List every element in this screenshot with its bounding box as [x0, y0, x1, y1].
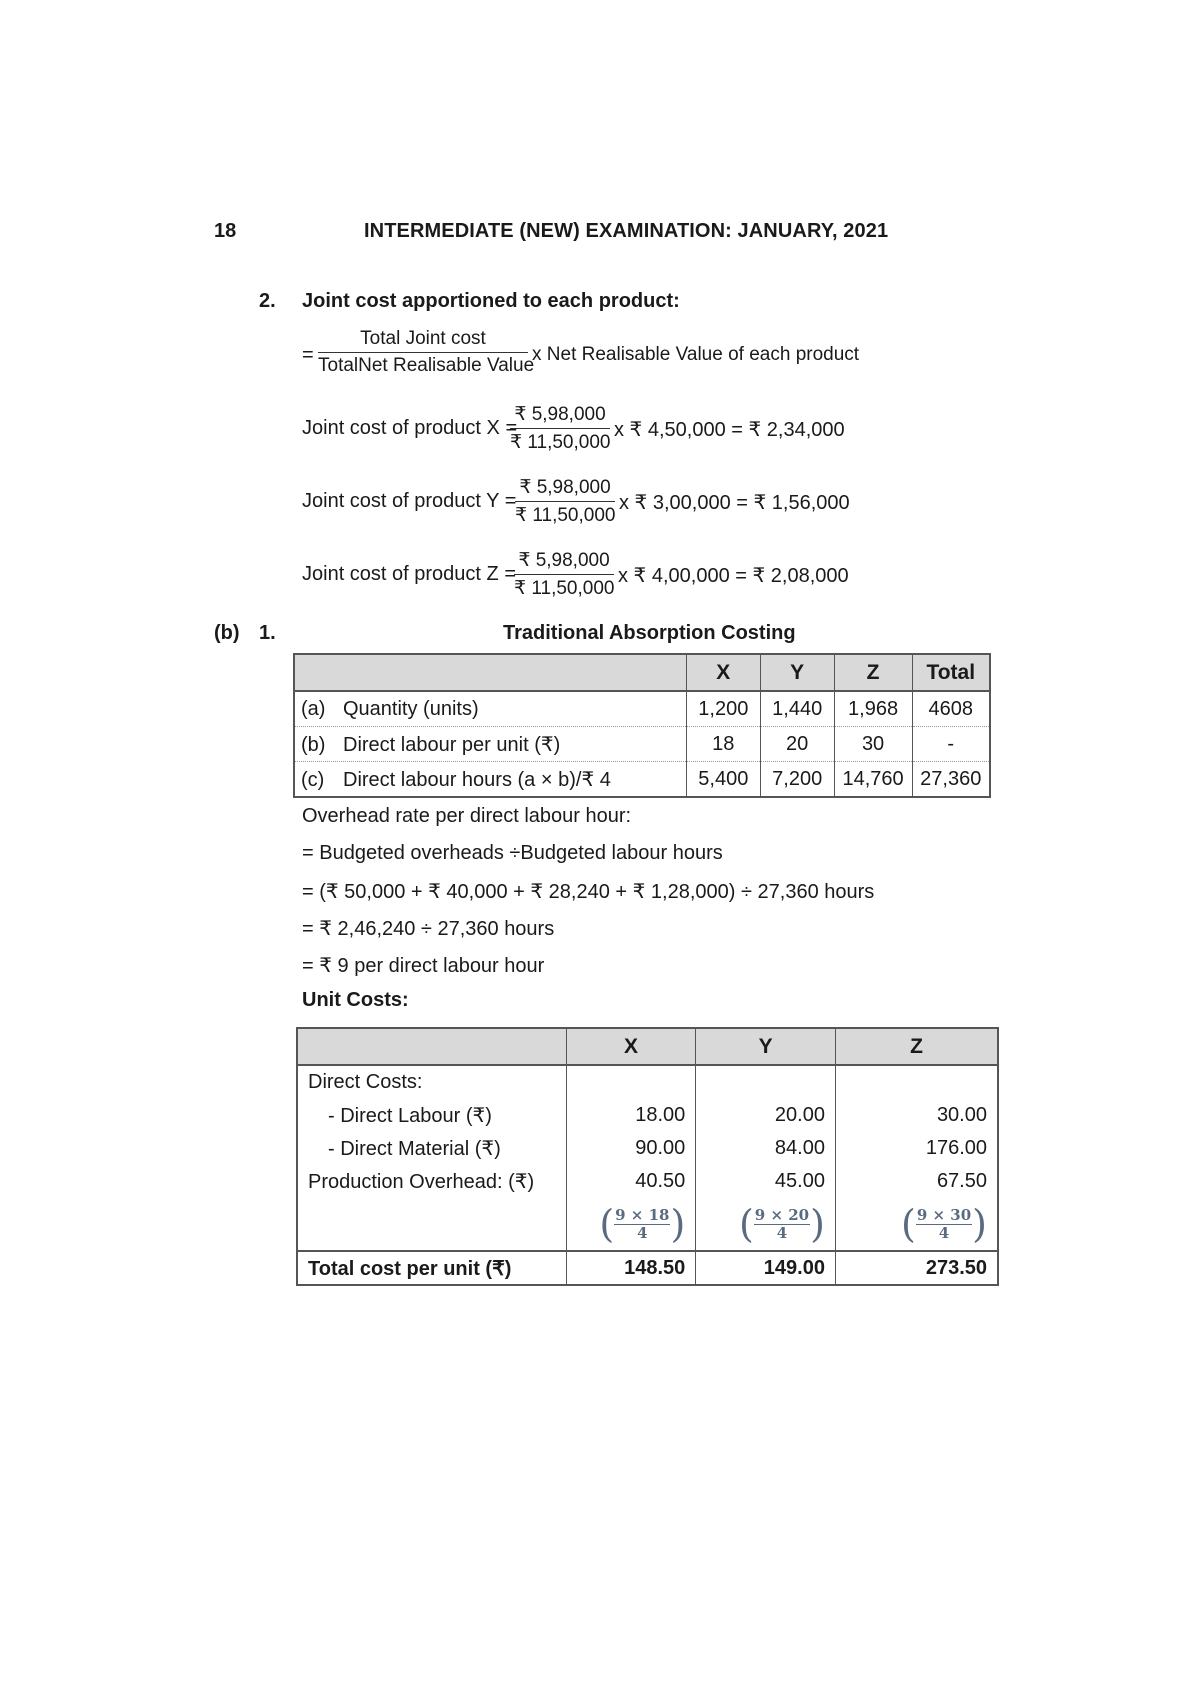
table-row: [294, 691, 990, 727]
joint-cost-result: x ₹ 4,50,000 = ₹ 2,34,000: [614, 419, 845, 441]
row-code: (c): [301, 768, 325, 791]
formula-denominator: TotalNet Realisable Value: [318, 355, 535, 376]
row-code: (a): [301, 697, 326, 720]
header-cell: Z: [834, 654, 912, 691]
calc-cell-z: [835, 1198, 998, 1251]
row-label-cell: [294, 691, 686, 727]
direct-costs-label: Direct Costs:: [297, 1065, 566, 1099]
calc-formula-y: ( $\frac{9 \times 20}{4}$ ): [738, 1202, 825, 1246]
absorption-costing-table: [293, 653, 991, 798]
overhead-line: = ₹ 2,46,240 ÷ 27,360 hours: [302, 918, 555, 940]
part-label: (b): [214, 622, 240, 644]
joint-cost-result: x ₹ 3,00,000 = ₹ 1,56,000: [619, 492, 850, 514]
total-x: 148.50: [566, 1251, 696, 1285]
joint-cost-result: x ₹ 4,00,000 = ₹ 2,08,000: [618, 565, 849, 587]
table-row: [294, 727, 990, 762]
header-cell: Y: [760, 654, 834, 691]
empty-cell: [696, 1065, 836, 1099]
cell-total: 27,360: [912, 762, 990, 798]
header-cell: [294, 654, 686, 691]
empty-cell: [835, 1065, 998, 1099]
cell-z: 30: [834, 727, 912, 762]
formula-equals: =: [302, 344, 314, 366]
overhead-line: Overhead rate per direct labour hour:: [302, 805, 632, 827]
cell-z: 30.00: [835, 1099, 998, 1132]
empty-cell: [566, 1065, 696, 1099]
page-number: 18: [214, 220, 237, 242]
joint-cost-fraction: [514, 549, 614, 600]
row-label: - Direct Labour (₹): [297, 1099, 566, 1132]
row-label: Quantity (units): [343, 697, 479, 720]
calc-row: [297, 1198, 998, 1251]
page-header: INTERMEDIATE (NEW) EXAMINATION: JANUARY, 2021: [364, 220, 889, 242]
overhead-line: = Budgeted overheads ÷Budgeted labour hours: [302, 842, 723, 864]
fraction-denominator: ₹ 11,50,000: [510, 432, 611, 453]
table-header-row: [297, 1028, 998, 1065]
row-label: Direct labour hours (a × b)/₹ 4: [343, 768, 611, 791]
total-z: 273.50: [835, 1251, 998, 1285]
row-code: (b): [301, 733, 326, 756]
section-title: Joint cost apportioned to each product:: [302, 290, 680, 312]
joint-cost-label: Joint cost of product Y =: [302, 490, 517, 512]
empty-cell: [297, 1198, 566, 1251]
cell-z: 14,760: [834, 762, 912, 798]
cell-y: 20: [760, 727, 834, 762]
formula-multiplier: x Net Realisable Value of each product: [532, 344, 860, 365]
cell-y: 1,440: [760, 691, 834, 727]
header-cell: Total: [912, 654, 990, 691]
fraction-denominator: ₹ 11,50,000: [515, 505, 616, 526]
general-formula-fraction: [318, 328, 535, 377]
calc-denominator: 4: [776, 1223, 788, 1242]
total-label: Total cost per unit (₹): [297, 1251, 566, 1285]
table-row: [294, 762, 990, 798]
row-label-cell: [294, 727, 686, 762]
part-number: 1.: [259, 622, 276, 644]
calc-numerator: 9 × 20: [754, 1206, 810, 1224]
row-label: Production Overhead: (₹): [297, 1165, 566, 1198]
cell-y: 20.00: [696, 1099, 836, 1132]
row-label: Direct labour per unit (₹): [343, 733, 561, 756]
cell-x: 40.50: [566, 1165, 696, 1198]
cell-total: 4608: [912, 691, 990, 727]
calc-denominator: 4: [637, 1223, 648, 1242]
cell-x: 1,200: [686, 691, 760, 727]
header-cell: Z: [835, 1028, 998, 1065]
cell-x: 18: [686, 727, 760, 762]
cell-x: 5,400: [686, 762, 760, 798]
unit-costs-table: [296, 1027, 999, 1286]
cell-x: 18.00: [566, 1099, 696, 1132]
fraction-numerator: ₹ 5,98,000: [515, 476, 615, 502]
cell-y: 7,200: [760, 762, 834, 798]
joint-cost-fraction: [515, 476, 615, 527]
fraction-denominator: ₹ 11,50,000: [514, 578, 615, 599]
cell-y: 45.00: [696, 1165, 836, 1198]
cell-z: 176.00: [835, 1132, 998, 1165]
formula-numerator: Total Joint cost: [318, 328, 528, 353]
calc-denominator: 4: [938, 1223, 950, 1242]
row-label-cell: [294, 762, 686, 798]
fraction-numerator: ₹ 5,98,000: [514, 549, 614, 575]
tac-title: Traditional Absorption Costing: [503, 622, 796, 644]
overhead-line: = ₹ 9 per direct labour hour: [302, 955, 545, 977]
cell-z: 1,968: [834, 691, 912, 727]
total-row: [297, 1251, 998, 1285]
header-cell: X: [686, 654, 760, 691]
header-cell: Y: [696, 1028, 836, 1065]
table-row: [297, 1132, 998, 1165]
joint-cost-label: Joint cost of product Z =: [302, 563, 516, 585]
table-row: [297, 1065, 998, 1099]
total-y: 149.00: [696, 1251, 836, 1285]
calc-formula-x: ( $\frac{9 \times 18}{4}$ ): [599, 1202, 686, 1246]
section-number: 2.: [259, 290, 276, 312]
table-header-row: [294, 654, 990, 691]
unit-costs-title: Unit Costs:: [302, 989, 409, 1011]
calc-numerator: 9 × 30: [916, 1206, 972, 1224]
overhead-line: = (₹ 50,000 + ₹ 40,000 + ₹ 28,240 + ₹ 1,28,000) ÷ 27,360 hours: [302, 881, 875, 903]
fraction-numerator: ₹ 5,98,000: [510, 403, 610, 429]
calc-cell-x: [566, 1198, 696, 1251]
joint-cost-fraction: [510, 403, 610, 454]
header-cell: [297, 1028, 566, 1065]
cell-total: -: [912, 727, 990, 762]
cell-x: 90.00: [566, 1132, 696, 1165]
cell-z: 67.50: [835, 1165, 998, 1198]
calc-cell-y: [696, 1198, 836, 1251]
row-label: - Direct Material (₹): [297, 1132, 566, 1165]
cell-y: 84.00: [696, 1132, 836, 1165]
header-cell: X: [566, 1028, 696, 1065]
calc-numerator: 9 × 18: [615, 1206, 670, 1224]
joint-cost-label: Joint cost of product X =: [302, 417, 518, 439]
table-row: [297, 1099, 998, 1132]
calc-formula-z: ( $\frac{9 \times 30}{4}$ ): [901, 1202, 987, 1246]
table-row: [297, 1165, 998, 1198]
